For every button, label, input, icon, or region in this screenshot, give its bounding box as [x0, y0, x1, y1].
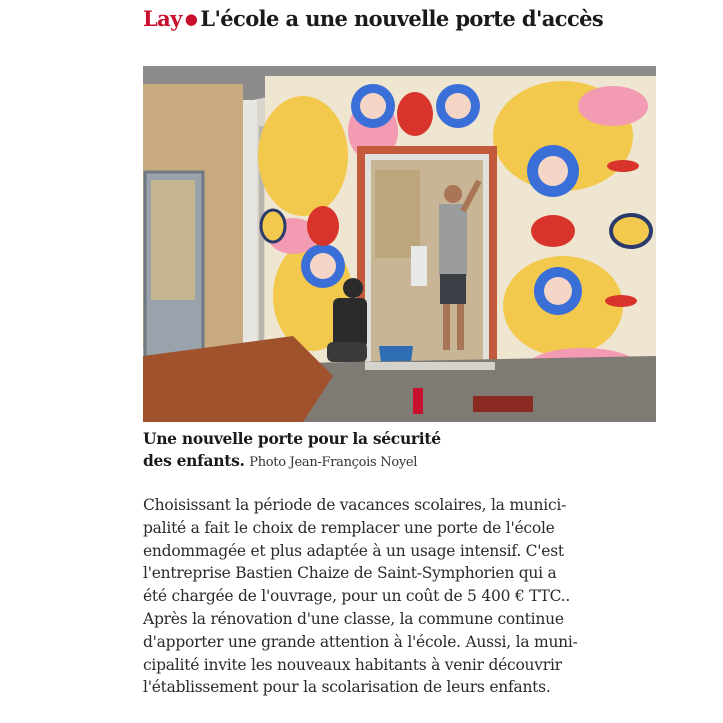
body-line: l'entreprise Bastien Chaize de Saint-Symphorien qui a [143, 564, 557, 583]
mural-bee [611, 215, 651, 247]
article-body [143, 494, 663, 699]
mural-ladybug [531, 215, 575, 247]
mural-yellow-shape [258, 96, 348, 216]
body-line: été chargée de l'ouvrage, pour un coût de 5 400 € TTC.. [143, 587, 571, 606]
body-line: Choisissant la période de vacances scolaires, la munici- [143, 496, 567, 514]
mural-pink-shape [578, 86, 648, 126]
mural-ladybug [397, 92, 433, 136]
interior-shelf [375, 170, 420, 258]
mural-face [445, 93, 471, 119]
mural-ant [605, 295, 637, 307]
worker-leg [457, 304, 464, 350]
red-tool [413, 388, 423, 414]
doorstep [365, 362, 495, 370]
location-label: Lay [143, 6, 182, 31]
mural-face [360, 93, 386, 119]
body-line: palité a fait le choix de remplacer une porte de l'école [143, 518, 555, 537]
tool-case [473, 396, 533, 412]
kneeling-worker-body [333, 298, 367, 348]
caption-title-line1: Une nouvelle porte pour la sécurité [143, 429, 441, 448]
separator-dot-icon: ● [184, 10, 198, 28]
caption-title-line2: des enfants. [143, 451, 245, 470]
worker-leg [443, 304, 450, 350]
article-title: L'école a une nouvelle porte d'accès [200, 6, 604, 31]
kneeling-worker-legs [327, 342, 367, 362]
interior-object [411, 246, 427, 286]
mural-ladybug [307, 206, 339, 246]
mural-face [544, 277, 572, 305]
body-line: d'apporter une grande attention à l'école. Aussi, la muni- [143, 632, 578, 651]
photo-illustration [143, 66, 656, 422]
body-line: l'établissement pour la scolarisation de leurs enfants. [143, 678, 551, 697]
worker-shirt [439, 204, 467, 276]
photo-caption [143, 428, 583, 473]
left-window-pane [151, 180, 195, 300]
worker-shorts [440, 274, 466, 304]
article-headline [143, 6, 703, 31]
mural-face [538, 156, 568, 186]
pillar [243, 100, 257, 350]
body-line: endommagée et plus adaptée à un usage intensif. C'est [143, 541, 564, 560]
mural-ant [607, 160, 639, 172]
kneeling-worker-head [343, 278, 363, 298]
photo-credit: Photo Jean-François Noyel [249, 455, 418, 470]
mural-bee [261, 210, 285, 242]
body-line: Après la rénovation d'une classe, la commune continue [143, 609, 564, 628]
mural-face [310, 253, 336, 279]
body-line: cipalité invite les nouveaux habitants à venir découvrir [143, 655, 562, 674]
article-photo [143, 66, 656, 422]
worker-head [444, 185, 462, 203]
